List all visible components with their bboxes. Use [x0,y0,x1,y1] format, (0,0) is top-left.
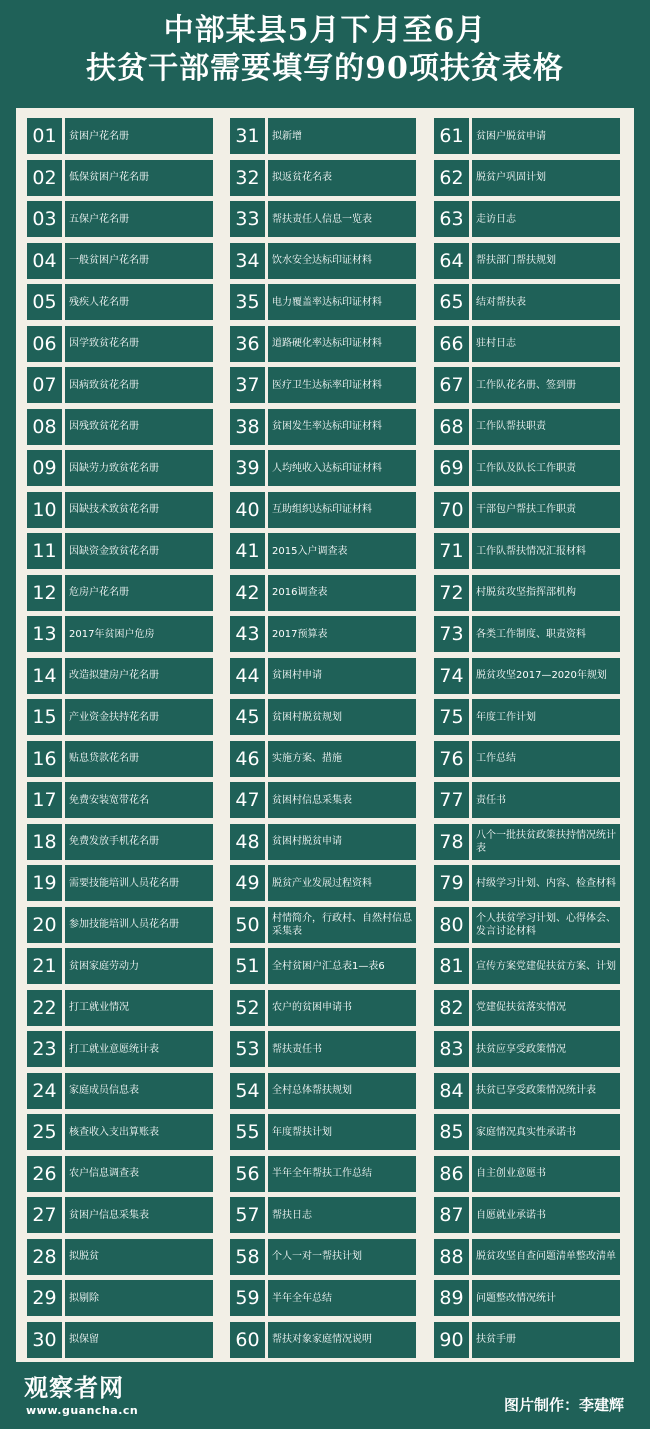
item-label: 家庭情况真实性承诺书 [472,1114,620,1150]
list-item [434,1239,620,1275]
list-item [27,616,213,652]
item-number: 12 [27,575,62,611]
list-item [230,907,416,943]
item-number: 36 [230,326,265,362]
list-item [434,409,620,445]
list-item [27,990,213,1026]
item-number: 45 [230,699,265,735]
list-item [230,865,416,901]
list-item [27,824,213,860]
item-label: 村级学习计划、内容、检查材料 [472,865,620,901]
list-item [434,201,620,237]
item-number: 14 [27,658,62,694]
list-item [230,160,416,196]
list-item [434,1322,620,1358]
item-number: 52 [230,990,265,1026]
item-number: 72 [434,575,469,611]
item-number: 46 [230,741,265,777]
item-number: 44 [230,658,265,694]
item-label: 半年全年帮扶工作总结 [268,1156,416,1192]
item-label: 八个一批扶贫政策扶持情况统计表 [472,824,620,860]
list-item [230,450,416,486]
list-item [434,782,620,818]
list-item [230,990,416,1026]
item-number: 17 [27,782,62,818]
item-label: 拟新增 [268,118,416,154]
item-label: 因学致贫花名册 [65,326,213,362]
list-item [230,243,416,279]
item-number: 38 [230,409,265,445]
list-item [27,533,213,569]
list-item [27,948,213,984]
item-number: 61 [434,118,469,154]
item-number: 60 [230,1322,265,1358]
item-label: 2015入户调查表 [268,533,416,569]
item-label: 各类工作制度、职责资料 [472,616,620,652]
item-label: 帮扶责任人信息一览表 [268,201,416,237]
list-item [27,575,213,611]
item-number: 35 [230,284,265,320]
list-item [434,575,620,611]
item-number: 06 [27,326,62,362]
item-number: 04 [27,243,62,279]
list-item [27,492,213,528]
list-item [434,160,620,196]
item-label: 工作队花名册、签到册 [472,367,620,403]
item-number: 53 [230,1031,265,1067]
list-item [27,1239,213,1275]
list-item [434,1073,620,1109]
list-item [230,1156,416,1192]
list-item [434,1197,620,1233]
list-item [27,409,213,445]
item-number: 48 [230,824,265,860]
item-number: 27 [27,1197,62,1233]
list-item [434,243,620,279]
item-label: 问题整改情况统计 [472,1280,620,1316]
item-number: 47 [230,782,265,818]
item-label: 脱贫户巩固计划 [472,160,620,196]
list-item [434,824,620,860]
item-label: 结对帮扶表 [472,284,620,320]
item-number: 84 [434,1073,469,1109]
item-number: 31 [230,118,265,154]
item-number: 11 [27,533,62,569]
item-label: 贫困村脱贫规划 [268,699,416,735]
item-label: 帮扶部门帮扶规划 [472,243,620,279]
item-number: 10 [27,492,62,528]
item-number: 78 [434,824,469,860]
item-label: 走访日志 [472,201,620,237]
item-label: 因缺劳力致贫花名册 [65,450,213,486]
list-item [434,907,620,943]
list-item [27,1322,213,1358]
item-number: 71 [434,533,469,569]
list-item [27,160,213,196]
list-item [230,616,416,652]
item-label: 免费发放手机花名册 [65,824,213,860]
item-number: 56 [230,1156,265,1192]
list-item [434,118,620,154]
list-item [230,492,416,528]
list-item [230,741,416,777]
item-label: 帮扶日志 [268,1197,416,1233]
item-label: 村情简介，行政村、自然村信息采集表 [268,907,416,943]
footer [0,1362,650,1429]
item-label: 改造拟建房户花名册 [65,658,213,694]
item-label: 危房户花名册 [65,575,213,611]
list-item [230,1322,416,1358]
item-label: 因残致贫花名册 [65,409,213,445]
item-number: 58 [230,1239,265,1275]
item-label: 全村贫困户汇总表1—表6 [268,948,416,984]
item-label: 打工就业情况 [65,990,213,1026]
item-label: 饮水安全达标印证材料 [268,243,416,279]
item-number: 34 [230,243,265,279]
item-number: 70 [434,492,469,528]
item-number: 40 [230,492,265,528]
item-label: 2017预算表 [268,616,416,652]
item-label: 贫困家庭劳动力 [65,948,213,984]
item-number: 19 [27,865,62,901]
item-label: 互助组织达标印证材料 [268,492,416,528]
item-number: 25 [27,1114,62,1150]
list-item [230,699,416,735]
list-item [434,1114,620,1150]
item-number: 90 [434,1322,469,1358]
list-item [27,243,213,279]
item-label: 因缺技术致贫花名册 [65,492,213,528]
item-number: 08 [27,409,62,445]
list-item [27,1156,213,1192]
item-number: 75 [434,699,469,735]
item-number: 83 [434,1031,469,1067]
item-number: 09 [27,450,62,486]
list-item [434,326,620,362]
brand-url: www.guancha.cn [26,1404,139,1417]
item-label: 需要技能培训人员花名册 [65,865,213,901]
item-label: 脱贫攻坚自查问题清单整改清单 [472,1239,620,1275]
item-number: 29 [27,1280,62,1316]
item-number: 50 [230,907,265,943]
list-item [27,865,213,901]
item-number: 55 [230,1114,265,1150]
list-item [27,1280,213,1316]
item-label: 人均纯收入达标印证材料 [268,450,416,486]
item-label: 低保贫困户花名册 [65,160,213,196]
item-label: 贫困村脱贫申请 [268,824,416,860]
list-item [27,118,213,154]
item-label: 产业资金扶持花名册 [65,699,213,735]
item-number: 88 [434,1239,469,1275]
item-number: 59 [230,1280,265,1316]
item-label: 工作队及队长工作职责 [472,450,620,486]
item-label: 年度工作计划 [472,699,620,735]
item-label: 贫困村信息采集表 [268,782,416,818]
list-item [27,1031,213,1067]
brand-logo: 观察者网 [24,1373,124,1402]
item-label: 免费安装宽带花名 [65,782,213,818]
list-item [434,1280,620,1316]
item-number: 42 [230,575,265,611]
item-label: 因缺资金致贫花名册 [65,533,213,569]
item-number: 03 [27,201,62,237]
item-label: 2017年贫困户危房 [65,616,213,652]
item-label: 自主创业意愿书 [472,1156,620,1192]
item-label: 责任书 [472,782,620,818]
item-label: 村脱贫攻坚指挥部机构 [472,575,620,611]
item-label: 一般贫困户花名册 [65,243,213,279]
list-item [27,658,213,694]
item-number: 87 [434,1197,469,1233]
item-number: 18 [27,824,62,860]
item-number: 80 [434,907,469,943]
item-number: 67 [434,367,469,403]
item-label: 拟剔除 [65,1280,213,1316]
item-number: 43 [230,616,265,652]
item-number: 81 [434,948,469,984]
list-item [230,1073,416,1109]
list-item [230,1239,416,1275]
list-item [434,948,620,984]
item-label: 因病致贫花名册 [65,367,213,403]
item-label: 贴息贷款花名册 [65,741,213,777]
item-label: 扶贫手册 [472,1322,620,1358]
list-item [27,367,213,403]
list-item [434,1031,620,1067]
item-number: 16 [27,741,62,777]
item-number: 64 [434,243,469,279]
item-number: 79 [434,865,469,901]
item-number: 51 [230,948,265,984]
list-item [27,201,213,237]
item-label: 工作队帮扶情况汇报材料 [472,533,620,569]
list-item [27,450,213,486]
item-label: 贫困村申请 [268,658,416,694]
image-credit: 图片制作：李建辉 [503,1396,624,1414]
item-label: 扶贫已享受政策情况统计表 [472,1073,620,1109]
item-number: 05 [27,284,62,320]
item-number: 77 [434,782,469,818]
item-label: 医疗卫生达标率印证材料 [268,367,416,403]
list-item [230,1280,416,1316]
item-label: 实施方案、措施 [268,741,416,777]
item-label: 脱贫攻坚2017—2020年规划 [472,658,620,694]
list-item [27,907,213,943]
item-number: 49 [230,865,265,901]
item-label: 贫困户脱贫申请 [472,118,620,154]
list-item [230,782,416,818]
list-item [230,284,416,320]
list-item [230,658,416,694]
list-item [230,201,416,237]
list-item [434,616,620,652]
item-label: 脱贫产业发展过程资料 [268,865,416,901]
list-item [230,824,416,860]
item-number: 13 [27,616,62,652]
item-label: 年度帮扶计划 [268,1114,416,1150]
item-label: 驻村日志 [472,326,620,362]
item-number: 86 [434,1156,469,1192]
list-item [434,533,620,569]
item-number: 57 [230,1197,265,1233]
list-item [27,1114,213,1150]
list-item [434,367,620,403]
item-label: 残疾人花名册 [65,284,213,320]
item-number: 68 [434,409,469,445]
list-item [27,326,213,362]
item-label: 全村总体帮扶规划 [268,1073,416,1109]
item-label: 核查收入支出算账表 [65,1114,213,1150]
list-item [230,118,416,154]
item-label: 扶贫应享受政策情况 [472,1031,620,1067]
list-item [434,741,620,777]
item-label: 贫困户信息采集表 [65,1197,213,1233]
item-label: 帮扶对象家庭情况说明 [268,1322,416,1358]
list-item [230,367,416,403]
list-item [27,1073,213,1109]
item-number: 28 [27,1239,62,1275]
list-item [434,284,620,320]
item-number: 20 [27,907,62,943]
item-number: 02 [27,160,62,196]
item-number: 82 [434,990,469,1026]
item-number: 85 [434,1114,469,1150]
item-label: 参加技能培训人员花名册 [65,907,213,943]
item-number: 89 [434,1280,469,1316]
item-number: 37 [230,367,265,403]
list-item [434,699,620,735]
item-number: 23 [27,1031,62,1067]
item-number: 69 [434,450,469,486]
title-line-2: 扶贫干部需要填写的90项扶贫表格 [86,51,564,86]
table-panel [16,108,634,1362]
list-item [230,1197,416,1233]
item-number: 65 [434,284,469,320]
item-label: 家庭成员信息表 [65,1073,213,1109]
list-item [230,1114,416,1150]
item-number: 63 [434,201,469,237]
list-item [230,326,416,362]
list-item [230,948,416,984]
list-item [230,1031,416,1067]
item-number: 33 [230,201,265,237]
item-label: 农户信息调查表 [65,1156,213,1192]
item-label: 宣传方案党建促扶贫方案、计划 [472,948,620,984]
item-number: 76 [434,741,469,777]
item-label: 五保户花名册 [65,201,213,237]
item-label: 半年全年总结 [268,1280,416,1316]
item-label: 干部包户帮扶工作职责 [472,492,620,528]
item-number: 24 [27,1073,62,1109]
item-number: 15 [27,699,62,735]
item-label: 帮扶责任书 [268,1031,416,1067]
item-label: 拟返贫花名表 [268,160,416,196]
item-number: 41 [230,533,265,569]
item-label: 拟脱贫 [65,1239,213,1275]
item-label: 道路硬化率达标印证材料 [268,326,416,362]
item-label: 个人一对一帮扶计划 [268,1239,416,1275]
item-number: 73 [434,616,469,652]
item-label: 贫困户花名册 [65,118,213,154]
item-label: 贫困发生率达标印证材料 [268,409,416,445]
item-label: 打工就业意愿统计表 [65,1031,213,1067]
item-number: 07 [27,367,62,403]
item-number: 66 [434,326,469,362]
item-label: 自愿就业承诺书 [472,1197,620,1233]
title-line-1: 中部某县5月下月至6月 [163,13,487,48]
item-number: 21 [27,948,62,984]
list-item [434,865,620,901]
item-number: 22 [27,990,62,1026]
list-item [27,741,213,777]
item-label: 农户的贫困申请书 [268,990,416,1026]
list-item [230,533,416,569]
item-label: 拟保留 [65,1322,213,1358]
list-item [27,1197,213,1233]
list-item [434,990,620,1026]
list-item [434,450,620,486]
item-number: 30 [27,1322,62,1358]
item-number: 01 [27,118,62,154]
item-number: 26 [27,1156,62,1192]
list-item [434,492,620,528]
item-label: 工作总结 [472,741,620,777]
item-number: 74 [434,658,469,694]
item-label: 电力覆盖率达标印证材料 [268,284,416,320]
item-number: 32 [230,160,265,196]
list-item [230,575,416,611]
item-label: 工作队帮扶职责 [472,409,620,445]
item-number: 39 [230,450,265,486]
item-number: 62 [434,160,469,196]
header [0,0,650,98]
item-label: 2016调查表 [268,575,416,611]
list-item [27,284,213,320]
list-item [434,658,620,694]
list-item [230,409,416,445]
list-item [27,782,213,818]
list-item [27,699,213,735]
item-label: 个人扶贫学习计划、心得体会、发言讨论材料 [472,907,620,943]
item-number: 54 [230,1073,265,1109]
list-item [434,1156,620,1192]
item-label: 党建促扶贫落实情况 [472,990,620,1026]
